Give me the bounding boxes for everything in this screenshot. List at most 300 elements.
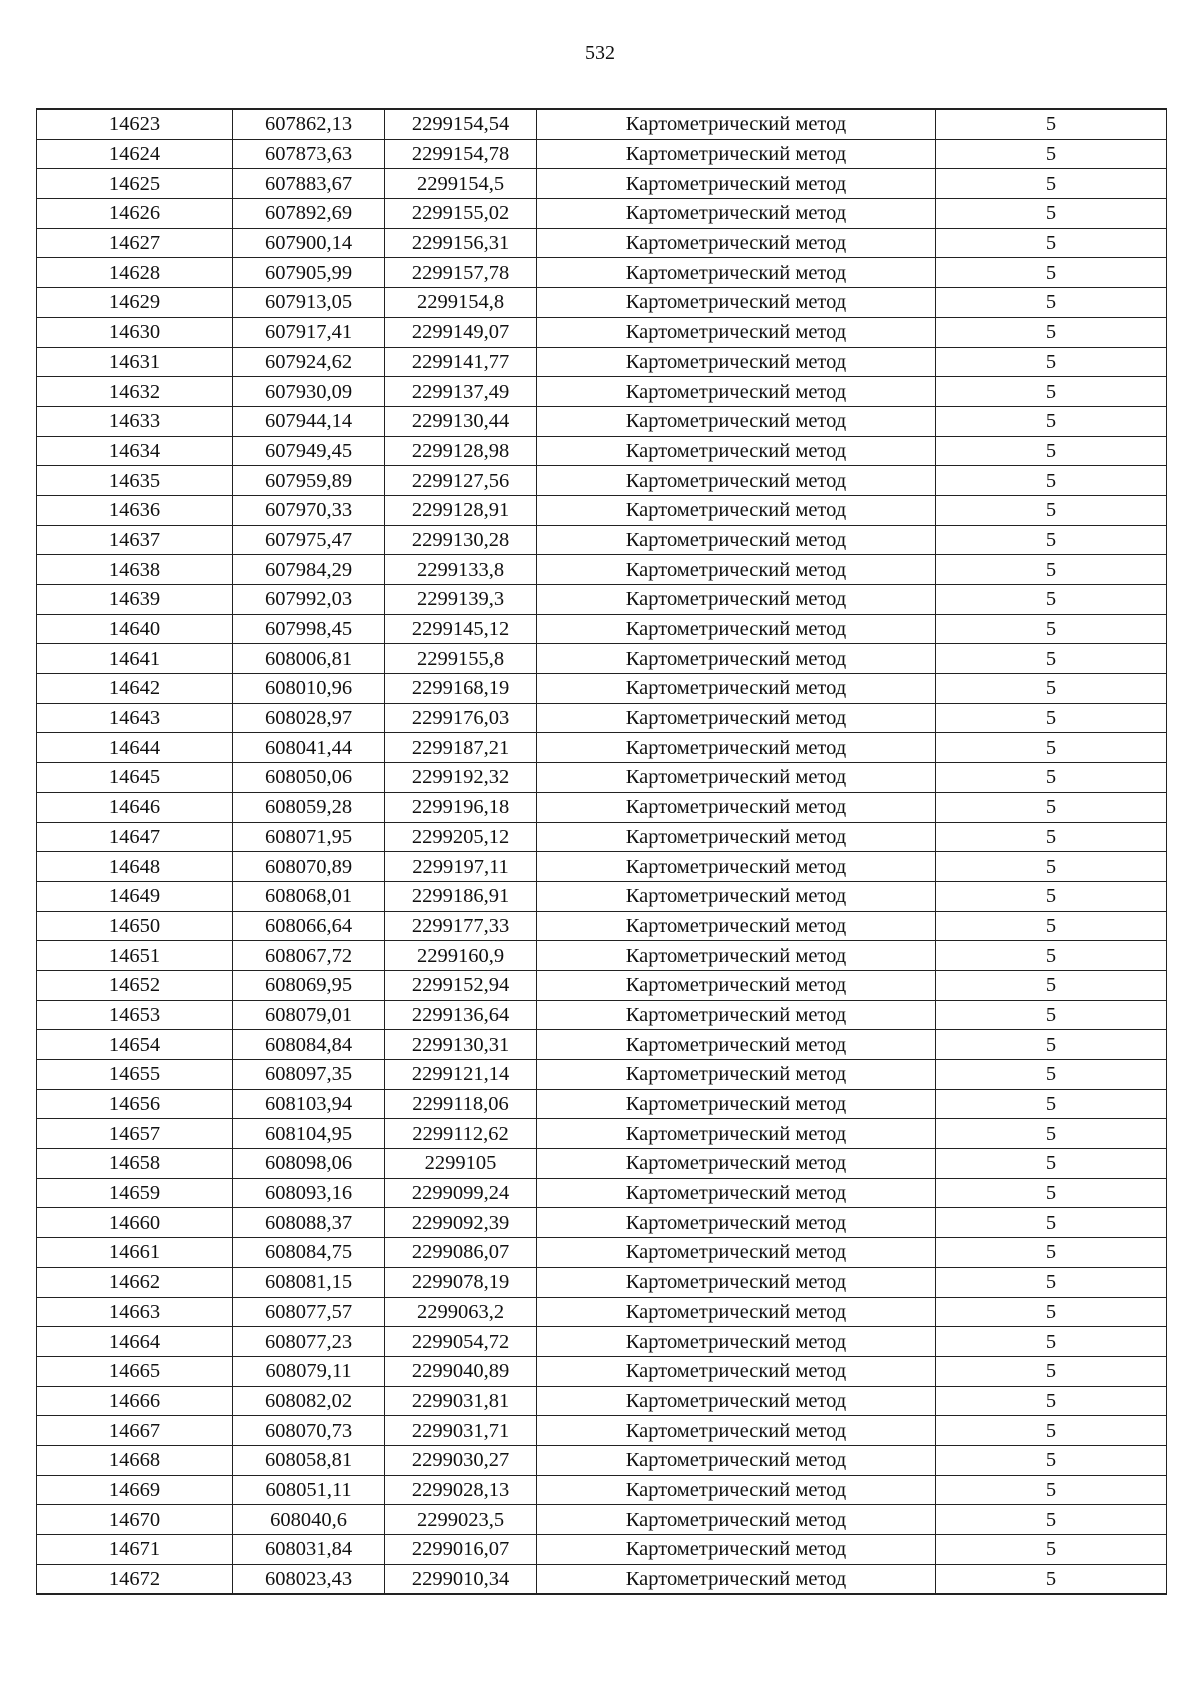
method-cell: Картометрический метод (537, 199, 936, 229)
x-coordinate-cell: 607959,89 (233, 466, 385, 496)
method-cell: Картометрический метод (537, 1386, 936, 1416)
table-row (37, 199, 1167, 229)
point-number-cell: 14623 (37, 109, 233, 139)
method-cell: Картометрический метод (537, 406, 936, 436)
method-cell: Картометрический метод (537, 495, 936, 525)
point-number-cell: 14625 (37, 169, 233, 199)
y-coordinate-cell: 2299186,91 (385, 881, 537, 911)
table-row (37, 525, 1167, 555)
x-coordinate-cell: 608067,72 (233, 941, 385, 971)
point-number-cell: 14664 (37, 1327, 233, 1357)
table-row (37, 585, 1167, 615)
x-coordinate-cell: 608070,89 (233, 852, 385, 882)
point-number-cell: 14653 (37, 1000, 233, 1030)
x-coordinate-cell: 607949,45 (233, 436, 385, 466)
x-coordinate-cell: 608071,95 (233, 822, 385, 852)
x-coordinate-cell: 608050,06 (233, 763, 385, 793)
table-row (37, 169, 1167, 199)
accuracy-cell: 5 (936, 852, 1167, 882)
x-coordinate-cell: 608028,97 (233, 703, 385, 733)
accuracy-cell: 5 (936, 258, 1167, 288)
table-row (37, 1356, 1167, 1386)
table-row (37, 911, 1167, 941)
y-coordinate-cell: 2299152,94 (385, 970, 537, 1000)
method-cell: Картометрический метод (537, 258, 936, 288)
y-coordinate-cell: 2299154,8 (385, 288, 537, 318)
table-row (37, 1386, 1167, 1416)
point-number-cell: 14651 (37, 941, 233, 971)
point-number-cell: 14663 (37, 1297, 233, 1327)
accuracy-cell: 5 (936, 911, 1167, 941)
method-cell: Картометрический метод (537, 1445, 936, 1475)
y-coordinate-cell: 2299155,8 (385, 644, 537, 674)
y-coordinate-cell: 2299133,8 (385, 555, 537, 585)
table-row (37, 436, 1167, 466)
x-coordinate-cell: 608081,15 (233, 1267, 385, 1297)
table-row (37, 288, 1167, 318)
point-number-cell: 14654 (37, 1030, 233, 1060)
y-coordinate-cell: 2299130,31 (385, 1030, 537, 1060)
table-row (37, 1060, 1167, 1090)
method-cell: Картометрический метод (537, 1238, 936, 1268)
point-number-cell: 14632 (37, 377, 233, 407)
y-coordinate-cell: 2299145,12 (385, 614, 537, 644)
accuracy-cell: 5 (936, 377, 1167, 407)
x-coordinate-cell: 608084,75 (233, 1238, 385, 1268)
table-row (37, 406, 1167, 436)
method-cell: Картометрический метод (537, 1267, 936, 1297)
accuracy-cell: 5 (936, 1505, 1167, 1535)
y-coordinate-cell: 2299205,12 (385, 822, 537, 852)
accuracy-cell: 5 (936, 1416, 1167, 1446)
method-cell: Картометрический метод (537, 674, 936, 704)
table-row (37, 347, 1167, 377)
y-coordinate-cell: 2299187,21 (385, 733, 537, 763)
point-number-cell: 14669 (37, 1475, 233, 1505)
y-coordinate-cell: 2299168,19 (385, 674, 537, 704)
point-number-cell: 14635 (37, 466, 233, 496)
x-coordinate-cell: 608084,84 (233, 1030, 385, 1060)
table-row (37, 1089, 1167, 1119)
method-cell: Картометрический метод (537, 1030, 936, 1060)
method-cell: Картометрический метод (537, 585, 936, 615)
accuracy-cell: 5 (936, 1327, 1167, 1357)
method-cell: Картометрический метод (537, 466, 936, 496)
accuracy-cell: 5 (936, 406, 1167, 436)
x-coordinate-cell: 607984,29 (233, 555, 385, 585)
point-number-cell: 14642 (37, 674, 233, 704)
table-row (37, 1030, 1167, 1060)
y-coordinate-cell: 2299196,18 (385, 792, 537, 822)
y-coordinate-cell: 2299154,78 (385, 139, 537, 169)
y-coordinate-cell: 2299121,14 (385, 1060, 537, 1090)
y-coordinate-cell: 2299016,07 (385, 1535, 537, 1565)
accuracy-cell: 5 (936, 1208, 1167, 1238)
method-cell: Картометрический метод (537, 763, 936, 793)
point-number-cell: 14648 (37, 852, 233, 882)
method-cell: Картометрический метод (537, 911, 936, 941)
point-number-cell: 14643 (37, 703, 233, 733)
table-row (37, 317, 1167, 347)
coordinates-table (36, 108, 1167, 1595)
point-number-cell: 14659 (37, 1178, 233, 1208)
coordinates-table-body (37, 109, 1167, 1594)
y-coordinate-cell: 2299054,72 (385, 1327, 537, 1357)
y-coordinate-cell: 2299128,98 (385, 436, 537, 466)
y-coordinate-cell: 2299176,03 (385, 703, 537, 733)
table-row (37, 970, 1167, 1000)
accuracy-cell: 5 (936, 1119, 1167, 1149)
point-number-cell: 14671 (37, 1535, 233, 1565)
table-row (37, 763, 1167, 793)
y-coordinate-cell: 2299137,49 (385, 377, 537, 407)
table-row (37, 466, 1167, 496)
method-cell: Картометрический метод (537, 1505, 936, 1535)
method-cell: Картометрический метод (537, 1000, 936, 1030)
accuracy-cell: 5 (936, 703, 1167, 733)
accuracy-cell: 5 (936, 1564, 1167, 1594)
point-number-cell: 14647 (37, 822, 233, 852)
x-coordinate-cell: 607992,03 (233, 585, 385, 615)
accuracy-cell: 5 (936, 1475, 1167, 1505)
x-coordinate-cell: 608010,96 (233, 674, 385, 704)
point-number-cell: 14645 (37, 763, 233, 793)
accuracy-cell: 5 (936, 941, 1167, 971)
method-cell: Картометрический метод (537, 733, 936, 763)
table-row (37, 1327, 1167, 1357)
accuracy-cell: 5 (936, 1297, 1167, 1327)
table-row (37, 109, 1167, 139)
accuracy-cell: 5 (936, 288, 1167, 318)
accuracy-cell: 5 (936, 614, 1167, 644)
point-number-cell: 14665 (37, 1356, 233, 1386)
table-row (37, 1178, 1167, 1208)
x-coordinate-cell: 608040,6 (233, 1505, 385, 1535)
table-row (37, 703, 1167, 733)
method-cell: Картометрический метод (537, 228, 936, 258)
x-coordinate-cell: 608031,84 (233, 1535, 385, 1565)
accuracy-cell: 5 (936, 555, 1167, 585)
table-row (37, 1445, 1167, 1475)
point-number-cell: 14656 (37, 1089, 233, 1119)
method-cell: Картометрический метод (537, 288, 936, 318)
method-cell: Картометрический метод (537, 881, 936, 911)
table-row (37, 1297, 1167, 1327)
y-coordinate-cell: 2299157,78 (385, 258, 537, 288)
point-number-cell: 14649 (37, 881, 233, 911)
x-coordinate-cell: 607975,47 (233, 525, 385, 555)
x-coordinate-cell: 607970,33 (233, 495, 385, 525)
y-coordinate-cell: 2299154,54 (385, 109, 537, 139)
method-cell: Картометрический метод (537, 644, 936, 674)
y-coordinate-cell: 2299092,39 (385, 1208, 537, 1238)
page-number: 532 (585, 42, 615, 64)
x-coordinate-cell: 608103,94 (233, 1089, 385, 1119)
x-coordinate-cell: 608069,95 (233, 970, 385, 1000)
point-number-cell: 14636 (37, 495, 233, 525)
accuracy-cell: 5 (936, 1356, 1167, 1386)
x-coordinate-cell: 608068,01 (233, 881, 385, 911)
y-coordinate-cell: 2299155,02 (385, 199, 537, 229)
x-coordinate-cell: 608059,28 (233, 792, 385, 822)
accuracy-cell: 5 (936, 436, 1167, 466)
table-row (37, 674, 1167, 704)
y-coordinate-cell: 2299177,33 (385, 911, 537, 941)
method-cell: Картометрический метод (537, 970, 936, 1000)
point-number-cell: 14640 (37, 614, 233, 644)
point-number-cell: 14629 (37, 288, 233, 318)
point-number-cell: 14641 (37, 644, 233, 674)
table-row (37, 1149, 1167, 1179)
table-row (37, 881, 1167, 911)
y-coordinate-cell: 2299030,27 (385, 1445, 537, 1475)
table-row (37, 228, 1167, 258)
x-coordinate-cell: 608058,81 (233, 1445, 385, 1475)
x-coordinate-cell: 608066,64 (233, 911, 385, 941)
point-number-cell: 14657 (37, 1119, 233, 1149)
method-cell: Картометрический метод (537, 1327, 936, 1357)
accuracy-cell: 5 (936, 169, 1167, 199)
method-cell: Картометрический метод (537, 436, 936, 466)
method-cell: Картометрический метод (537, 941, 936, 971)
accuracy-cell: 5 (936, 495, 1167, 525)
method-cell: Картометрический метод (537, 1208, 936, 1238)
y-coordinate-cell: 2299149,07 (385, 317, 537, 347)
table-row (37, 555, 1167, 585)
point-number-cell: 14658 (37, 1149, 233, 1179)
y-coordinate-cell: 2299105 (385, 1149, 537, 1179)
table-row (37, 1208, 1167, 1238)
y-coordinate-cell: 2299128,91 (385, 495, 537, 525)
x-coordinate-cell: 608088,37 (233, 1208, 385, 1238)
x-coordinate-cell: 607905,99 (233, 258, 385, 288)
accuracy-cell: 5 (936, 970, 1167, 1000)
x-coordinate-cell: 607930,09 (233, 377, 385, 407)
accuracy-cell: 5 (936, 109, 1167, 139)
y-coordinate-cell: 2299118,06 (385, 1089, 537, 1119)
y-coordinate-cell: 2299130,44 (385, 406, 537, 436)
point-number-cell: 14644 (37, 733, 233, 763)
x-coordinate-cell: 607917,41 (233, 317, 385, 347)
accuracy-cell: 5 (936, 1535, 1167, 1565)
method-cell: Картометрический метод (537, 703, 936, 733)
point-number-cell: 14627 (37, 228, 233, 258)
accuracy-cell: 5 (936, 1386, 1167, 1416)
x-coordinate-cell: 607913,05 (233, 288, 385, 318)
x-coordinate-cell: 608098,06 (233, 1149, 385, 1179)
accuracy-cell: 5 (936, 1089, 1167, 1119)
point-number-cell: 14634 (37, 436, 233, 466)
y-coordinate-cell: 2299154,5 (385, 169, 537, 199)
x-coordinate-cell: 607924,62 (233, 347, 385, 377)
method-cell: Картометрический метод (537, 1089, 936, 1119)
point-number-cell: 14630 (37, 317, 233, 347)
y-coordinate-cell: 2299086,07 (385, 1238, 537, 1268)
point-number-cell: 14638 (37, 555, 233, 585)
method-cell: Картометрический метод (537, 1475, 936, 1505)
x-coordinate-cell: 608104,95 (233, 1119, 385, 1149)
method-cell: Картометрический метод (537, 317, 936, 347)
x-coordinate-cell: 608097,35 (233, 1060, 385, 1090)
y-coordinate-cell: 2299031,81 (385, 1386, 537, 1416)
y-coordinate-cell: 2299156,31 (385, 228, 537, 258)
accuracy-cell: 5 (936, 228, 1167, 258)
point-number-cell: 14661 (37, 1238, 233, 1268)
x-coordinate-cell: 608006,81 (233, 644, 385, 674)
accuracy-cell: 5 (936, 822, 1167, 852)
table-row (37, 1000, 1167, 1030)
accuracy-cell: 5 (936, 1149, 1167, 1179)
accuracy-cell: 5 (936, 674, 1167, 704)
point-number-cell: 14639 (37, 585, 233, 615)
method-cell: Картометрический метод (537, 377, 936, 407)
table-row (37, 733, 1167, 763)
accuracy-cell: 5 (936, 763, 1167, 793)
point-number-cell: 14662 (37, 1267, 233, 1297)
x-coordinate-cell: 608070,73 (233, 1416, 385, 1446)
point-number-cell: 14633 (37, 406, 233, 436)
x-coordinate-cell: 607998,45 (233, 614, 385, 644)
accuracy-cell: 5 (936, 347, 1167, 377)
table-row (37, 1238, 1167, 1268)
y-coordinate-cell: 2299136,64 (385, 1000, 537, 1030)
x-coordinate-cell: 607883,67 (233, 169, 385, 199)
x-coordinate-cell: 607900,14 (233, 228, 385, 258)
y-coordinate-cell: 2299040,89 (385, 1356, 537, 1386)
x-coordinate-cell: 608082,02 (233, 1386, 385, 1416)
x-coordinate-cell: 607944,14 (233, 406, 385, 436)
table-row (37, 941, 1167, 971)
accuracy-cell: 5 (936, 1030, 1167, 1060)
point-number-cell: 14631 (37, 347, 233, 377)
method-cell: Картометрический метод (537, 525, 936, 555)
accuracy-cell: 5 (936, 585, 1167, 615)
x-coordinate-cell: 607862,13 (233, 109, 385, 139)
point-number-cell: 14672 (37, 1564, 233, 1594)
method-cell: Картометрический метод (537, 1356, 936, 1386)
accuracy-cell: 5 (936, 139, 1167, 169)
table-row (37, 1119, 1167, 1149)
accuracy-cell: 5 (936, 733, 1167, 763)
method-cell: Картометрический метод (537, 1535, 936, 1565)
accuracy-cell: 5 (936, 881, 1167, 911)
y-coordinate-cell: 2299023,5 (385, 1505, 537, 1535)
point-number-cell: 14652 (37, 970, 233, 1000)
table-row (37, 1505, 1167, 1535)
point-number-cell: 14628 (37, 258, 233, 288)
table-row (37, 1564, 1167, 1594)
method-cell: Картометрический метод (537, 852, 936, 882)
method-cell: Картометрический метод (537, 1416, 936, 1446)
y-coordinate-cell: 2299139,3 (385, 585, 537, 615)
x-coordinate-cell: 607873,63 (233, 139, 385, 169)
point-number-cell: 14646 (37, 792, 233, 822)
method-cell: Картометрический метод (537, 614, 936, 644)
accuracy-cell: 5 (936, 644, 1167, 674)
accuracy-cell: 5 (936, 1445, 1167, 1475)
method-cell: Картометрический метод (537, 1564, 936, 1594)
y-coordinate-cell: 2299160,9 (385, 941, 537, 971)
method-cell: Картометрический метод (537, 1297, 936, 1327)
accuracy-cell: 5 (936, 466, 1167, 496)
accuracy-cell: 5 (936, 1267, 1167, 1297)
method-cell: Картометрический метод (537, 1060, 936, 1090)
y-coordinate-cell: 2299130,28 (385, 525, 537, 555)
y-coordinate-cell: 2299127,56 (385, 466, 537, 496)
method-cell: Картометрический метод (537, 555, 936, 585)
point-number-cell: 14660 (37, 1208, 233, 1238)
accuracy-cell: 5 (936, 317, 1167, 347)
y-coordinate-cell: 2299192,32 (385, 763, 537, 793)
point-number-cell: 14655 (37, 1060, 233, 1090)
table-row (37, 1535, 1167, 1565)
y-coordinate-cell: 2299099,24 (385, 1178, 537, 1208)
y-coordinate-cell: 2299141,77 (385, 347, 537, 377)
x-coordinate-cell: 607892,69 (233, 199, 385, 229)
x-coordinate-cell: 608041,44 (233, 733, 385, 763)
table-row (37, 644, 1167, 674)
table-row (37, 614, 1167, 644)
accuracy-cell: 5 (936, 1238, 1167, 1268)
y-coordinate-cell: 2299010,34 (385, 1564, 537, 1594)
point-number-cell: 14667 (37, 1416, 233, 1446)
method-cell: Картометрический метод (537, 1178, 936, 1208)
point-number-cell: 14666 (37, 1386, 233, 1416)
table-row (37, 792, 1167, 822)
y-coordinate-cell: 2299197,11 (385, 852, 537, 882)
y-coordinate-cell: 2299063,2 (385, 1297, 537, 1327)
table-row (37, 1475, 1167, 1505)
x-coordinate-cell: 608051,11 (233, 1475, 385, 1505)
method-cell: Картометрический метод (537, 1119, 936, 1149)
method-cell: Картометрический метод (537, 1149, 936, 1179)
x-coordinate-cell: 608023,43 (233, 1564, 385, 1594)
accuracy-cell: 5 (936, 1060, 1167, 1090)
y-coordinate-cell: 2299028,13 (385, 1475, 537, 1505)
method-cell: Картометрический метод (537, 347, 936, 377)
table-row (37, 377, 1167, 407)
method-cell: Картометрический метод (537, 139, 936, 169)
y-coordinate-cell: 2299031,71 (385, 1416, 537, 1446)
accuracy-cell: 5 (936, 199, 1167, 229)
x-coordinate-cell: 608077,23 (233, 1327, 385, 1357)
table-row (37, 822, 1167, 852)
y-coordinate-cell: 2299112,62 (385, 1119, 537, 1149)
point-number-cell: 14650 (37, 911, 233, 941)
x-coordinate-cell: 608077,57 (233, 1297, 385, 1327)
accuracy-cell: 5 (936, 525, 1167, 555)
point-number-cell: 14626 (37, 199, 233, 229)
method-cell: Картометрический метод (537, 822, 936, 852)
method-cell: Картометрический метод (537, 169, 936, 199)
accuracy-cell: 5 (936, 1178, 1167, 1208)
method-cell: Картометрический метод (537, 792, 936, 822)
x-coordinate-cell: 608079,11 (233, 1356, 385, 1386)
table-row (37, 1416, 1167, 1446)
point-number-cell: 14670 (37, 1505, 233, 1535)
table-row (37, 139, 1167, 169)
table-row (37, 1267, 1167, 1297)
point-number-cell: 14668 (37, 1445, 233, 1475)
y-coordinate-cell: 2299078,19 (385, 1267, 537, 1297)
table-row (37, 258, 1167, 288)
accuracy-cell: 5 (936, 1000, 1167, 1030)
table-row (37, 495, 1167, 525)
x-coordinate-cell: 608093,16 (233, 1178, 385, 1208)
x-coordinate-cell: 608079,01 (233, 1000, 385, 1030)
point-number-cell: 14624 (37, 139, 233, 169)
point-number-cell: 14637 (37, 525, 233, 555)
